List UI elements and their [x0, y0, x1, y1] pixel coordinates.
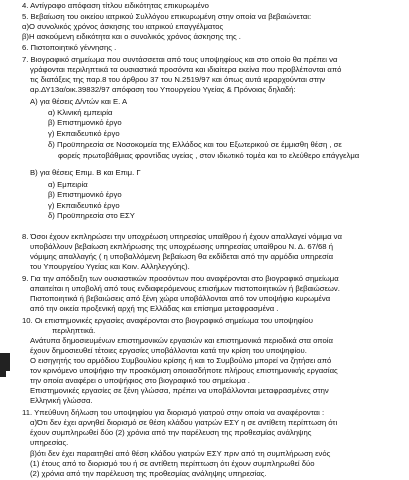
section-a-item-b: β) Επιστημονικό έργο	[48, 118, 122, 127]
item-7-line3: τις διατάξεις της παρ.8 του άρθρου 37 του Ν.2519/97 και όπως αυτά ιεραρχούνται στην	[30, 75, 325, 84]
item-11-line1: 11. Υπεύθυνη δήλωση του υποψηφίου για διορισμό γιατρού στην οποία να αναφέρονται :	[22, 408, 325, 417]
item-10-line5: Ο εισηγητής του αρμόδιου Συμβουλίου κρίσης ή και το Συμβούλιο μπορεί να ζητήσει από	[30, 356, 332, 365]
item-9-line4: από την οικεία προξενική αρχή της Ελλάδας και επίσημα μεταφρασμένα .	[30, 304, 279, 313]
item-10-line7: την οποία αναφέρει ο υποψήφιος στο βιογραφικό του σημείωμα .	[30, 376, 250, 385]
item-7-line4: αρ.ΔΥ13α/οικ.39832/97 απόφαση του Υπουργείου Υγείας & Πρόνοιας δηλαδή:	[30, 85, 296, 94]
section-b-item-a: α) Εμπειρία	[48, 180, 88, 189]
item-10-line2: περιληπτικά.	[52, 326, 96, 335]
section-a-title: Α) για θέσεις Δ/ντών και Ε. Α	[30, 97, 128, 106]
section-a-item-c: γ) Εκπαιδευτικό έργο	[48, 129, 120, 138]
item-6: 6. Πιστοποιητικό γέννησης .	[22, 43, 117, 52]
item-8-line4: του Υπουργείου Υγείας και Κοιν. Αλληλεγγύης).	[30, 262, 190, 271]
section-a-item-a: α) Κλινική εμπειρία	[48, 108, 113, 117]
item-8-line2: υποβάλλουν βεβαίωση εκπλήρωσης της υποχρέωσης υπηρεσίας υπαίθρου Ν. Δ. 67/68 ή	[30, 242, 333, 251]
item-10-line6: τον κρινόμενο υποψήφιο την προσκόμιση οποιασδήποτε πλήρους επιστημονικής εργασίας	[30, 366, 338, 375]
item-10-line3: Ανάτυπα δημοσιευμένων επιστημονικών εργασιών και επιστημονικά περιοδικά στα οποία	[30, 336, 333, 345]
item-8-line3: νόμιμης απαλλαγής ( η υποβαλλόμενη βεβαίωση θα εκδίδεται από την αρμόδια υπηρεσία	[30, 252, 334, 261]
item-11-line5: β)ότι δεν έχει παραιτηθεί από θέση κλάδου γιατρών ΕΣΥ πριν από τη συμπλήρωση ενός	[30, 449, 331, 458]
item-7-line1: 7. Βιογραφικό σημείωμα που συντάσσεται από τους υποψηφίους και στο οποίο θα πρέπει να	[22, 55, 338, 64]
item-10-line9: Ελληνική γλώσσα.	[30, 396, 93, 405]
item-11-line4: υπηρεσίας.	[30, 438, 69, 447]
item-5b: β)Η ασκούμενη ειδικότητα και ο συνολικός χρόνος άσκησης της .	[22, 32, 241, 41]
item-9-line3: Πιστοποιητικά ή βεβαιώσεις από ξένη χώρα υποβάλλονται από τον υποψήφιο κυρωμένα	[30, 294, 331, 303]
item-4: 4. Αντίγραφο απόφαση τίτλου ειδικότητας επικυρωμένο	[22, 1, 209, 10]
item-10-line4: έχουν δημοσιευθεί τέτοιες εργασίες υποβάλλονται κατά την κρίση του υποψηφίου.	[30, 346, 307, 355]
item-9-line2: απαιτείται η υποβολή από τους ενδιαφερόμενους επισήμων πιστοποιητικών ή βεβαιώσεων.	[30, 284, 340, 293]
section-b-item-b: β) Επιστημονικό έργο	[48, 190, 122, 199]
item-5a: α)Ο συνολικός χρόνος άσκησης του ιατρικού επαγγέλματος	[22, 22, 224, 31]
section-b-title: Β) για θέσεις Επιμ. Β και Επιμ. Γ	[30, 168, 141, 177]
section-b-item-c: γ) Εκπαιδευτικό έργο	[48, 201, 120, 210]
section-a-item-d-line2: φορείς πρωτοβάθμιας φροντίδας υγείας , στον ιδιωτικό τομέα και το ελεύθερο επάγγελμα	[58, 151, 360, 160]
item-11-line6: (1) έτους από το διορισμό του ή σε αντίθετη περίπτωση ότι έχουν συμπληρωθεί δύο	[30, 459, 315, 468]
section-b-item-d: δ) Προϋπηρεσία στο ΕΣΥ	[48, 211, 135, 220]
item-10-line1: 10. Οι επιστημονικές εργασίες αναφέρονται στο βιογραφικό σημείωμα του υποψηφίου	[22, 316, 313, 325]
section-a-item-d-line1: δ) Προϋπηρεσία σε Νοσοκομεία της Ελλάδος και του Εξωτερικού σε έμμισθη θέση , σε	[48, 140, 342, 149]
item-10-line8: Επιστημονικές εργασίες σε ξένη γλώσσα, πρέπει να υποβάλλονται μεταφρασμένες στην	[30, 386, 329, 395]
redaction-mark-small	[0, 367, 6, 377]
item-9-line1: 9. Για την απόδειξη των ουσιαστικών προσόντων που αναφέρονται στο βιογραφικό σημείωμα	[22, 274, 339, 283]
item-11-line2: α)Ότι δεν έχει αρνηθεί διορισμό σε θέση κλάδου γιατρών ΕΣΥ η σε αντίθετη περίπτωση ότι	[30, 418, 338, 427]
item-11-line3: έχουν συμπληρωθεί δύο (2) χρόνια από την παρέλευση της προθεσμίας ανάληψης	[30, 428, 312, 437]
item-5: 5. Βεβαίωση του οικείου ιατρικού Συλλόγου επικυρωμένη στην οποία να βεβαιώνεται:	[22, 12, 312, 21]
item-7-line2: γράφονται περιληπτικά τα ουσιαστικά προσόντα και ιδιαίτερα εκείνα που προβλέπονται από	[30, 65, 342, 74]
item-8-line1: 8. Όσοι έχουν εκπληρώσει την υποχρέωση υπηρεσίας υπαίθρου ή έχουν απαλλαγεί νόμιμα να	[22, 232, 342, 241]
item-11-line7: (2) χρόνια από την παρέλευση της προθεσμίας ανάληψης υπηρεσίας.	[30, 469, 267, 478]
